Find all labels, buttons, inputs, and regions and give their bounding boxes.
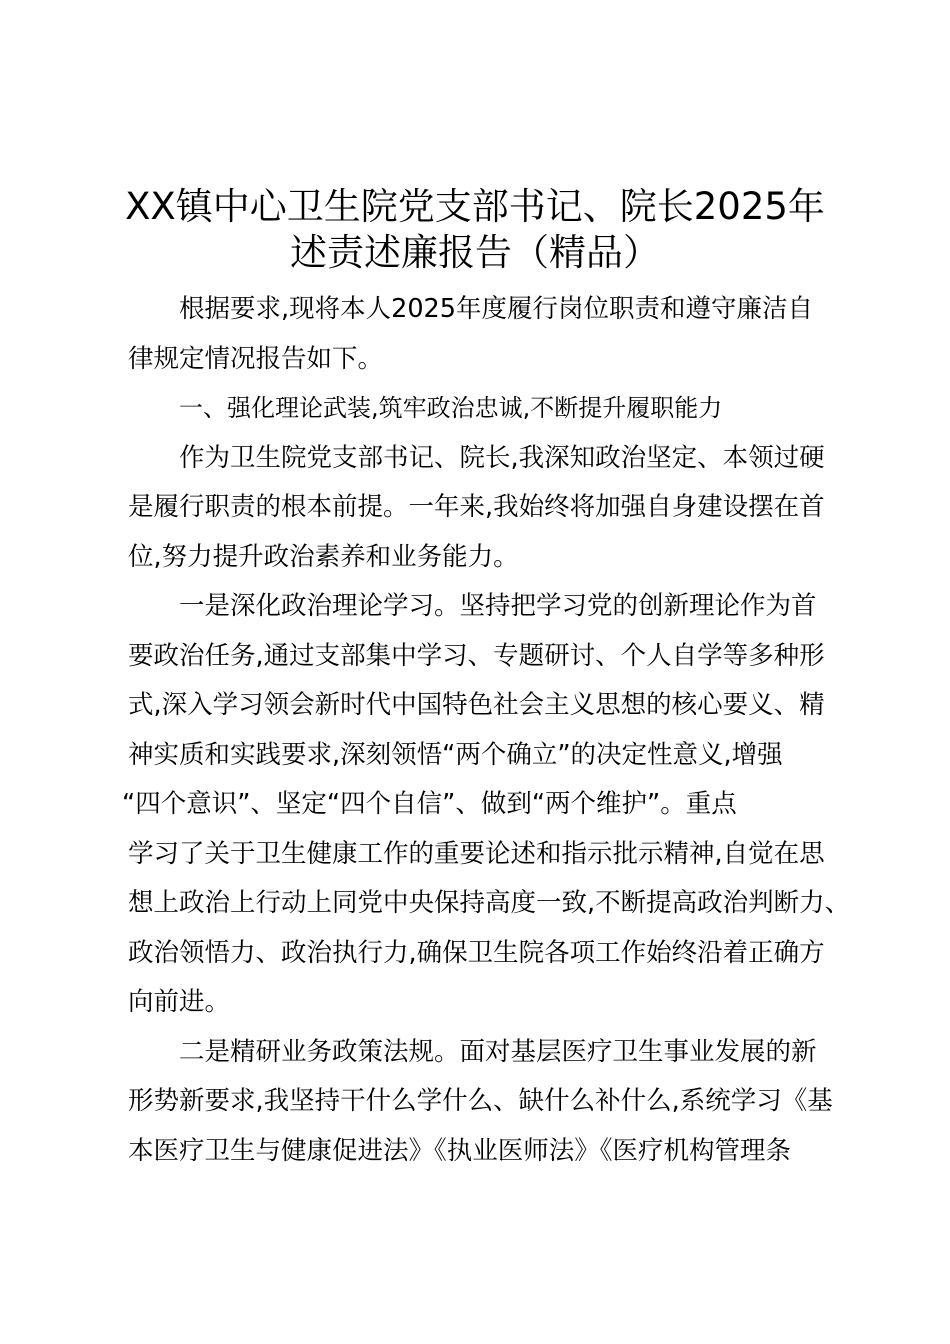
paragraph-line: 学习了关于卫生健康工作的重要论述和指示批示精神,自觉在思 [128, 838, 825, 869]
paragraph-line: 作为卫生院党支部书记、院长,我深知政治坚定、本领过硬 [179, 442, 825, 473]
paragraph-line: 本医疗卫生与健康促进法》《执业医师法》《医疗机构管理条 [128, 1135, 792, 1166]
paragraph-line: 想上政治上行动上同党中央保持高度一致,不断提高政治判断力、 [128, 888, 851, 918]
document-title-line-1: XX镇中心卫生院党支部书记、院长2025年 [125, 185, 825, 228]
paragraph-line: 是履行职责的根本前提。一年来,我始终将加强自身建设摆在首 [128, 492, 825, 522]
paragraph-line: 位,努力提升政治素养和业务能力。 [128, 541, 519, 572]
paragraph-line: 一是深化政治理论学习。坚持把学习党的创新理论作为首 [179, 591, 817, 621]
paragraph-line: 神实质和实践要求,深刻领悟“两个确立”的决定性意义,增强 [128, 739, 783, 770]
paragraph-line: 向前进。 [128, 987, 231, 1017]
paragraph-line: 二是精研业务政策法规。面对基层医疗卫生事业发展的新 [179, 1036, 817, 1067]
paragraph-line: 要政治任务,通过支部集中学习、专题研讨、个人自学等多种形 [128, 640, 825, 671]
document-title-line-2: 述责述廉报告（精品） [290, 231, 660, 274]
paragraph-line: 式,深入学习领会新时代中国特色社会主义思想的核心要义、精 [128, 690, 825, 720]
paragraph-line: 根据要求,现将本人2025年度履行岗位职责和遵守廉洁自 [179, 294, 814, 324]
section-heading: 一、强化理论武装,筑牢政治忠诚,不断提升履职能力 [179, 394, 723, 422]
paragraph-line: 律规定情况报告如下。 [128, 343, 384, 374]
paragraph-line: 形势新要求,我坚持干什么学什么、缺什么补什么,系统学习《基 [128, 1086, 833, 1116]
paragraph-line: “四个意识”、坚定“四个自信”、做到“两个维护”。重点 [122, 789, 737, 819]
paragraph-line: 政治领悟力、政治执行力,确保卫生院各项工作始终沿着正确方 [128, 937, 825, 968]
document-body [122, 285, 851, 1176]
